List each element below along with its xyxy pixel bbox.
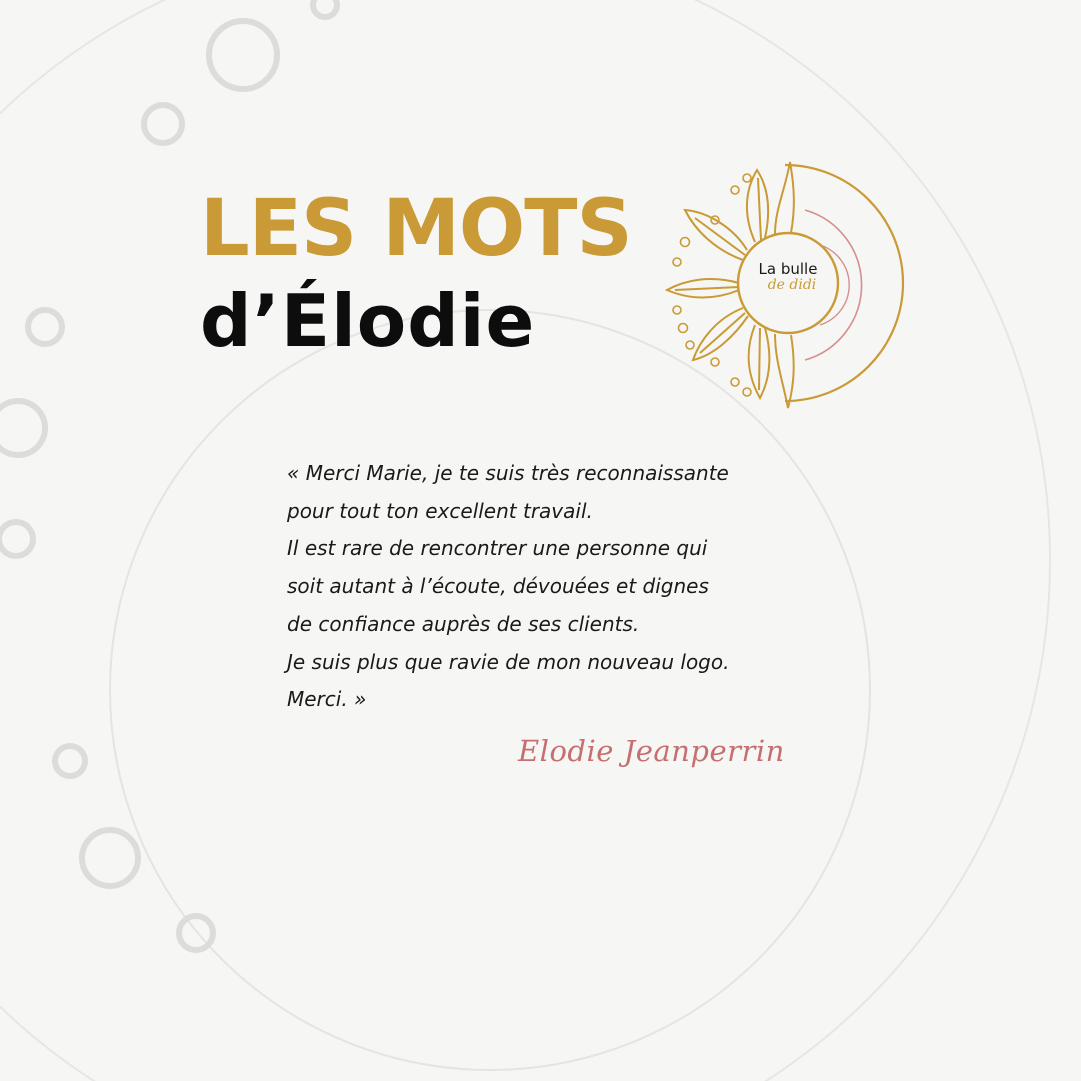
quote-line: de confiance auprès de ses clients. (287, 611, 640, 636)
logo-petal (685, 210, 747, 260)
bubble (28, 310, 62, 344)
quote-line: Il est rare de rencontrer une personne qui (287, 536, 708, 561)
quote-line: Je suis plus que ravie de mon nouveau logo. (287, 649, 730, 674)
logo-dot (679, 324, 688, 333)
logo-petal (775, 334, 794, 408)
logo-name-line-1: La bulle (758, 260, 818, 278)
logo-dot (673, 258, 681, 266)
quote-line: pour tout ton excellent travail. (287, 498, 593, 523)
bubble (55, 746, 85, 776)
bubble (313, 0, 337, 17)
logo-dot (743, 388, 751, 396)
bubble (144, 105, 182, 143)
bubble (179, 916, 213, 950)
bubble (0, 522, 33, 556)
title-line-1: LES MOTS (200, 184, 632, 274)
logo-dot (711, 358, 719, 366)
quote-line: Merci. » (287, 687, 367, 712)
signature: Elodie Jeanperrin (518, 734, 785, 768)
bubble (209, 21, 277, 89)
logo-dot (681, 238, 690, 247)
title-line-2: d’Élodie (200, 279, 536, 363)
logo-dot (731, 378, 739, 386)
quote-line: « Merci Marie, je te suis très reconnaissante (287, 461, 729, 485)
testimonial-quote (287, 455, 827, 719)
logo-name-line-2: de didi (767, 277, 817, 293)
logo-dot (673, 306, 681, 314)
bubble (0, 401, 45, 455)
logo-petal (775, 162, 794, 234)
logo-dot (686, 341, 694, 349)
logo-dot (743, 174, 751, 182)
quote-line: soit autant à l’écoute, dévouées et dignes (287, 574, 709, 599)
bubble (82, 830, 138, 886)
logo-dot (731, 186, 739, 194)
